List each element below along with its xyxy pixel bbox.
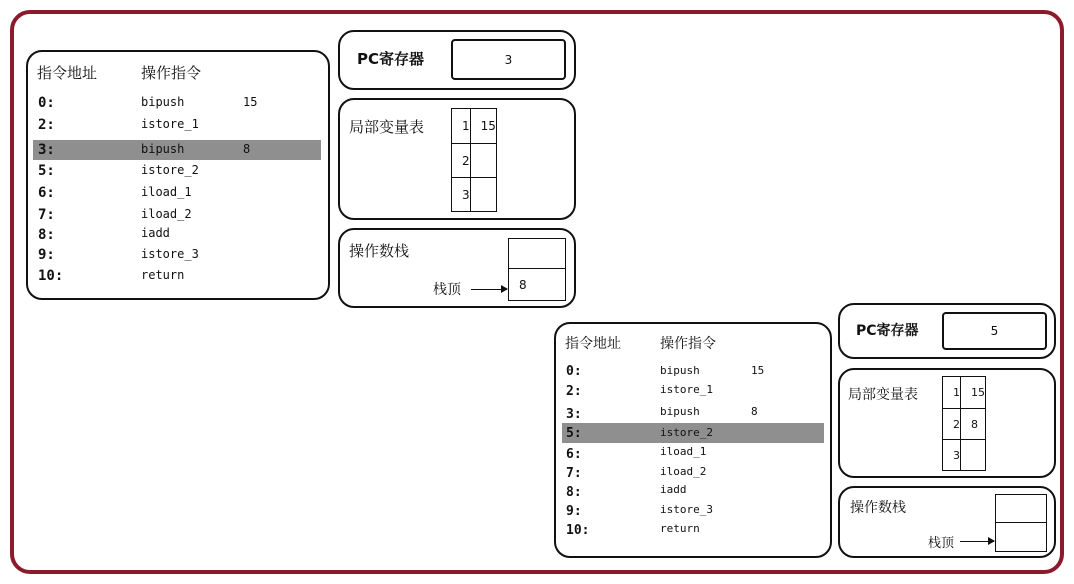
- instr-addr: 2:: [38, 117, 55, 133]
- stack-slot: [996, 495, 1046, 523]
- instr-op: istore_2: [141, 163, 199, 177]
- instr-addr: 10:: [38, 268, 64, 284]
- instr-addr: 3:: [566, 407, 582, 422]
- instr-arg: 15: [751, 364, 765, 377]
- local-value: 8: [961, 409, 986, 440]
- instr-op: iload_1: [141, 185, 192, 199]
- local-index: 1: [452, 109, 471, 144]
- instr-addr: 3:: [38, 142, 55, 158]
- instr-op: istore_2: [660, 426, 713, 439]
- stack-slot: [509, 239, 565, 269]
- local-variable-table: [942, 376, 986, 471]
- instr-addr: 5:: [566, 426, 582, 441]
- pc-register-label: PC寄存器: [357, 50, 425, 68]
- instr-op: bipush: [660, 364, 700, 377]
- table-row: [943, 409, 986, 440]
- instr-op: return: [660, 522, 700, 535]
- table-row: [452, 144, 497, 178]
- local-index: 3: [943, 440, 961, 471]
- instr-op: return: [141, 268, 185, 282]
- local-index: 3: [452, 178, 471, 212]
- instr-arg: 15: [243, 95, 258, 109]
- instruction-header: 操作指令: [141, 64, 202, 82]
- instr-addr: 6:: [566, 447, 582, 462]
- instr-addr: 7:: [38, 207, 55, 223]
- operand-stack: [508, 238, 566, 301]
- instr-addr: 7:: [566, 466, 582, 481]
- operand-stack: [995, 494, 1047, 552]
- instr-op: iload_2: [141, 207, 192, 221]
- table-row: [452, 178, 497, 212]
- local-index: 2: [452, 144, 471, 178]
- instr-op: iadd: [660, 483, 687, 496]
- local-index: 2: [943, 409, 961, 440]
- instr-addr: 9:: [38, 247, 55, 263]
- instr-addr: 8:: [566, 485, 582, 500]
- local-variable-label: 局部变量表: [349, 118, 425, 136]
- instr-op: istore_1: [141, 117, 199, 131]
- stack-top-arrow: [471, 289, 507, 290]
- instr-op: iload_2: [660, 465, 707, 478]
- stack-top-label: 栈顶: [433, 282, 461, 298]
- operand-stack-label: 操作数栈: [850, 500, 906, 516]
- instr-addr: 2:: [566, 384, 582, 399]
- instr-op: istore_1: [660, 383, 713, 396]
- instr-op: iload_1: [660, 445, 707, 458]
- instr-addr: 5:: [38, 163, 55, 179]
- stack-top-arrow: [960, 541, 994, 542]
- table-row: [943, 440, 986, 471]
- instr-addr: 0:: [566, 364, 582, 379]
- table-row: [943, 377, 986, 409]
- instruction-header: 操作指令: [660, 336, 716, 352]
- instr-op: iadd: [141, 226, 170, 240]
- stack-top-label: 栈顶: [928, 536, 955, 551]
- instr-addr: 0:: [38, 95, 55, 111]
- instr-op: istore_3: [141, 247, 199, 261]
- local-variable-label: 局部变量表: [848, 387, 918, 403]
- local-index: 1: [943, 377, 961, 409]
- instr-op: bipush: [141, 95, 185, 109]
- instr-arg: 8: [751, 405, 758, 418]
- instr-op: istore_3: [660, 503, 713, 516]
- pc-register-value: 5: [942, 312, 1047, 350]
- local-variable-table: [451, 108, 497, 212]
- pc-register-label: PC寄存器: [856, 323, 919, 339]
- local-value: [961, 440, 986, 471]
- local-value: 15: [961, 377, 986, 409]
- address-header: 指令地址: [565, 336, 621, 352]
- pc-register-value: 3: [451, 39, 566, 80]
- table-row: [452, 109, 497, 144]
- local-value: [470, 144, 496, 178]
- stack-slot: 8: [519, 277, 527, 292]
- instr-arg: 8: [243, 142, 251, 156]
- local-value: 15: [470, 109, 496, 144]
- instr-addr: 10:: [566, 523, 590, 538]
- operand-stack-label: 操作数栈: [349, 242, 410, 260]
- instr-op: bipush: [141, 142, 185, 156]
- local-value: [470, 178, 496, 212]
- instr-op: bipush: [660, 405, 700, 418]
- instr-addr: 8:: [38, 227, 55, 243]
- instr-addr: 9:: [566, 504, 582, 519]
- address-header: 指令地址: [37, 64, 98, 82]
- instr-addr: 6:: [38, 185, 55, 201]
- stack-slot: [996, 523, 1046, 551]
